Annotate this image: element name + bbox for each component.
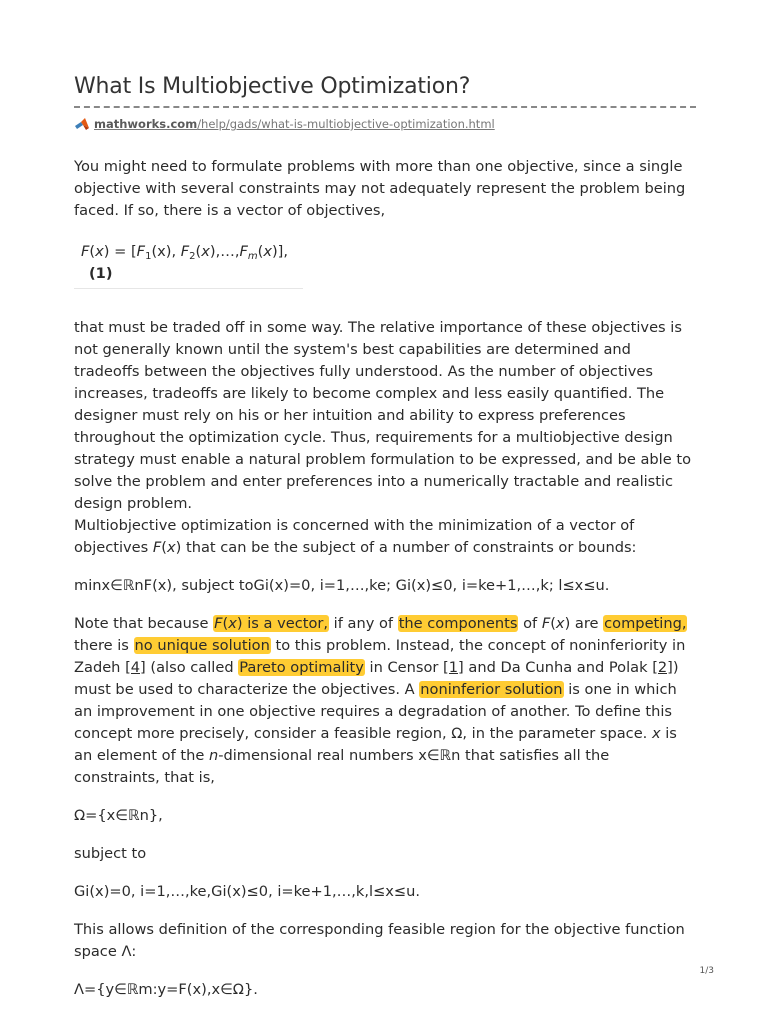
eq1-F1: F [136,243,146,260]
tradeoff-paragraph: that must be traded off in some way. The relative importance of these objectives is not generally known until the system's best capabilities are determined and tradeoffs between the objectives fully understood. As the number of objectives increases, tradeoffs are likely to become complex and less easily quantified. The designer must rely on his or her intuition and ability to express preferences throughout the optimization cycle. Thus, requirements for a multiobjective design strategy must enable a natural problem formulation to be expressed, and be able to solve the problem and enter preferences into a numerically tractable and realistic design problem. [74,319,691,512]
eq1-sub2: 2 [189,251,196,262]
eq1-F: F [81,243,90,260]
eq1-x1: x [157,243,166,260]
equation-4: Gi(x)=0, i=1,…,ke,Gi(x)≤0, i=ke+1,…,k,l≤x≤u. [74,883,421,900]
hl-text: ) is a vector, [236,615,329,632]
highlight-competing[interactable]: competing, [604,615,687,632]
subject-to-label: subject to [74,845,147,862]
eq1-xm: x [263,243,272,260]
eq1-x: x [95,243,104,260]
feasible-region-paragraph: This allows definition of the corresponding feasible region for the objective function space Λ: [74,921,685,960]
para4-text: (also called [145,659,239,676]
reference-link-1[interactable]: [1] [443,659,464,676]
hl-F: F [214,615,223,632]
para3-F: F [152,539,162,556]
para4-text: in Censor [364,659,444,676]
eq1-text: ), [165,243,181,260]
title-divider [74,106,696,108]
eq1-subm: m [247,251,258,262]
noninferiority-paragraph: Note that because F(x) is a vector, if any of the components of F(x) are competing, there is no unique solution to this problem. Instead, the concept of noninferiority in Zadeh [4] (also called Pareto optimality in Censor [1] and Da Cunha and Polak [2]) must be used to characterize the objectives. A noninferior solution is one in which an improvement in one objective requires a degradation of another. To define this concept more precisely, consider a feasible region, Ω, in the parameter space. x is an element of the n-dimensional real numbers x∈ℝn that satisfies all the constraints, that is, [74,615,687,786]
highlight-noninferior-solution[interactable]: noninferior solution [420,681,563,698]
para4-text: if any of [329,615,398,632]
para4-italic-x: x [651,725,661,742]
eq1-text: ),…, [209,243,240,260]
equation-label: (1) [89,265,113,282]
para4-text: ) are [564,615,604,632]
para4-text: of [518,615,542,632]
eq1-text: ( [89,243,96,260]
page-number: 1/3 [699,966,714,976]
equation-3: Ω={x∈ℝn}, [74,807,163,824]
para4-text: is an element of the [74,725,677,764]
intro-paragraph: You might need to formulate problems with more than one objective, since a single objective with several constraints may not adequately represent the problem being faced. If so, there is a vector of objectives, [74,158,686,219]
para4-F: F [541,615,551,632]
para4-x: x [555,615,565,632]
eq1-text: ) = [ [103,243,137,260]
para3-x: x [167,539,176,556]
eq1-Fm: F [239,243,248,260]
para4-text: is one in which an improvement in one objective requires a degradation of another. To define this concept more precisely, consider a feasible region, Ω, in the parameter space. [74,681,677,742]
para4-text: -dimensional real numbers x∈ℝn that satisfies all the constraints, that is, [74,747,610,786]
para3-text: ) that can be the subject of a number of constraints or bounds: [175,539,637,556]
equation-2: minx∈ℝnF(x), subject toGi(x)=0, i=1,…,ke; Gi(x)≤0, i=ke+1,…,k; l≤x≤u. [74,577,610,594]
equation-1: $F(x) = [F_1(x)$, $F_2(x),\dots,F_m(x)],(1)$ [74,241,303,289]
eq1-F2: F [180,243,190,260]
equation-5: Λ={y∈ℝm:y=F(x),x∈Ω}. [74,981,258,998]
hl-x: x [228,615,237,632]
eq1-x2: x [201,243,210,260]
document-page [74,70,694,1001]
para4-text: ) must be used to characterize the objectives. A [74,659,679,698]
para4-italic-n: n [208,747,219,764]
reference-link-4[interactable]: [4] [125,659,146,676]
highlight-no-unique-solution[interactable]: no unique solution [134,637,270,654]
page-title: What Is Multiobjective Optimization? [74,74,471,99]
source-line [74,116,694,132]
eq1-sub1: 1 [145,251,152,262]
para4-text: Note that because [74,615,214,632]
para4-text: and Da Cunha and Polak [463,659,653,676]
matlab-membrane-icon [74,117,90,131]
definition-paragraph: Multiobjective optimization is concerned with the minimization of a vector of objectives F(x) that can be the subject of a number of constraints or bounds: [74,517,637,556]
para4-text: there is [74,637,134,654]
para3-text: Multiobjective optimization is concerned with the minimization of a vector of objectives [74,517,635,556]
source-domain: mathworks.com [94,117,198,131]
highlight-components[interactable]: the components [398,615,518,632]
source-link[interactable] [94,116,495,132]
reference-link-2[interactable]: [2] [652,659,673,676]
highlight-fx-vector[interactable]: F(x) is a vector, [214,615,329,632]
eq1-text: )], [271,243,288,260]
para4-text: to this problem. Instead, the concept of noninferiority in Zadeh [74,637,686,676]
source-path: /help/gads/what-is-multiobjective-optimization.html [197,117,495,131]
highlight-pareto-optimality[interactable]: Pareto optimality [239,659,364,676]
